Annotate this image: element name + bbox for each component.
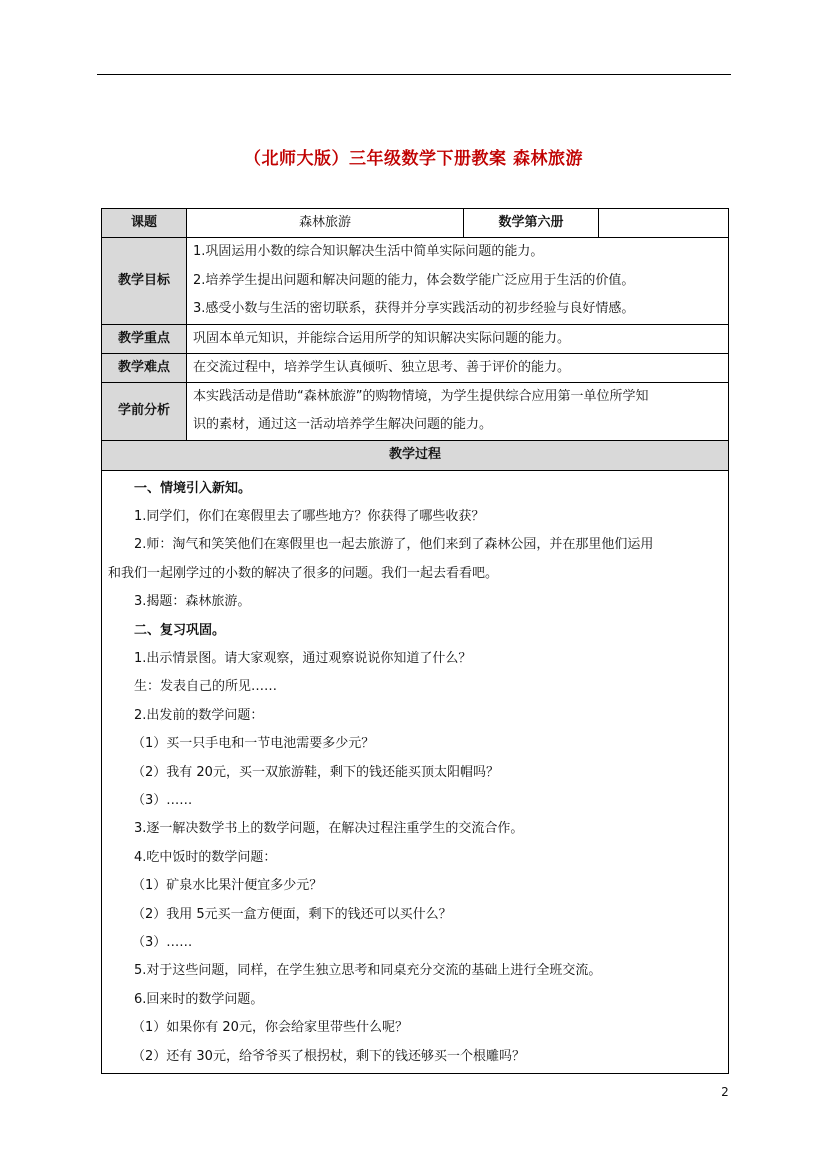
process-subitem: （3）…… [132, 935, 193, 950]
objectives-row [102, 238, 729, 325]
lesson-plan-table [101, 208, 729, 1074]
objectives-label: 教学目标 [102, 238, 187, 325]
empty-cell [599, 209, 729, 238]
document-title: （北师大版）三年级数学下册教案 森林旅游 [244, 149, 583, 169]
key-points-label: 教学重点 [102, 324, 187, 353]
process-line: 6.回来时的数学问题。 [134, 991, 264, 1007]
process-subitem: （3）…… [132, 792, 193, 808]
process-line: 3.逐一解决数学书上的数学问题，在解决过程注重学生的交流合作。 [134, 821, 524, 837]
process-subitem: （2）还有 30元，给爷爷买了根拐杖，剩下的钱还够买一个根雕吗？ [132, 1048, 525, 1064]
key-points-row [102, 324, 729, 353]
process-body [102, 470, 729, 1074]
process-line: 3.揭题：森林旅游。 [134, 594, 251, 610]
objective-item: 2.培养学生提出问题和解决问题的能力，体会数学能广泛应用于生活的价值。 [193, 272, 635, 288]
process-line: 1.同学们，你们在寒假里去了哪些地方？你获得了哪些收获？ [134, 508, 485, 524]
header-rule [97, 74, 731, 75]
process-heading: 教学过程 [102, 440, 729, 470]
process-body-row [102, 470, 729, 1074]
analysis-line: 识的素材，通过这一活动培养学生解决问题的能力。 [193, 417, 493, 432]
key-points-text: 巩固本单元知识，并能综合运用所学的知识解决实际问题的能力。 [187, 324, 729, 353]
process-subitem: （2）我有 20元，买一双旅游鞋，剩下的钱还能买顶太阳帽吗？ [132, 764, 499, 780]
process-line: 2.出发前的数学问题： [134, 707, 264, 723]
process-line: 生：发表自己的所见…… [134, 679, 278, 695]
topic-value: 森林旅游 [187, 209, 464, 238]
analysis-line: 本实践活动是借助“森林旅游”的购物情境，为学生提供综合应用第一单位所学知 [193, 388, 649, 404]
section-heading: 二、复习巩固。 [134, 622, 226, 638]
section-heading: 一、情境引入新知。 [134, 480, 252, 496]
process-line: 2.师：淘气和笑笑他们在寒假里也一起去旅游了，他们来到了森林公园，并在那里他们运用 [134, 537, 654, 553]
process-header-row [102, 440, 729, 470]
book-label: 数学第六册 [464, 209, 599, 238]
objective-item: 1.巩固运用小数的综合知识解决生活中简单实际问题的能力。 [193, 244, 544, 259]
process-line: 和我们一起刚学过的小数的解决了很多的问题。我们一起去看看吧。 [108, 565, 499, 581]
analysis-label: 学前分析 [102, 382, 187, 440]
analysis-row [102, 382, 729, 440]
process-subitem: （1）买一只手电和一节电池需要多少元？ [132, 736, 375, 752]
process-line: 1.出示情景图。请大家观察，通过观察说说你知道了什么？ [134, 650, 472, 666]
process-subitem: （1）矿泉水比果汁便宜多少元？ [132, 878, 323, 894]
objectives-list [187, 238, 729, 325]
difficulties-text: 在交流过程中，培养学生认真倾听、独立思考、善于评价的能力。 [187, 353, 729, 382]
topic-label: 课题 [102, 209, 187, 238]
objective-item: 3.感受小数与生活的密切联系，获得并分享实践活动的初步经验与良好情感。 [193, 301, 635, 316]
process-subitem: （1）如果你有 20元，你会给家里带些什么呢？ [132, 1020, 408, 1036]
topic-row [102, 209, 729, 238]
page-number: 2 [721, 1085, 729, 1099]
difficulties-label: 教学难点 [102, 353, 187, 382]
process-line: 4.吃中饭时的数学问题： [134, 849, 277, 865]
analysis-text [187, 382, 729, 440]
process-line: 5.对于这些问题，同样，在学生独立思考和同桌充分交流的基础上进行全班交流。 [134, 963, 602, 979]
difficulties-row [102, 353, 729, 382]
process-subitem: （2）我用 5元买一盒方便面，剩下的钱还可以买什么？ [132, 906, 452, 922]
